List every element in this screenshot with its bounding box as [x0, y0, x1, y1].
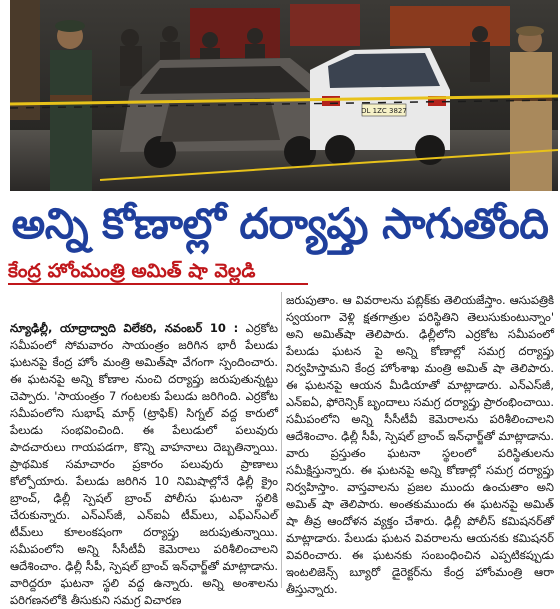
car-plate-text: DL 1ZC 3827: [361, 107, 407, 115]
blast-site-photo-icon: [10, 0, 558, 191]
article-column-right: [286, 292, 554, 596]
news-photo: [10, 0, 558, 191]
article-column-left: [10, 320, 278, 607]
dateline: న్యూఢిల్లీ, యాద్రాద్వాది విలేకరి, నవంబర్ 10 :: [10, 321, 239, 335]
headline: అన్ని కోణాల్లో దర్యాప్తు సాగుతోంది: [11, 199, 549, 248]
column-divider: [281, 292, 282, 588]
article-body-right: జరుపుతాం. ఆ వివరాలను పబ్లిక్‌కు తెలియజేస్తాం. ఆసుపత్రికి స్వయంగా వెళ్లి క్షతగాత్రుల పరిస్థితిని తెలుసుకుంటున్నాం' అని అమిత్‌షా తెలిపారు. ఢిల్లీలోని ఎర్రకోట సమీపంలో పేలుడు ఘటన పై అన్ని కోణాల్లో సమగ్ర దర్యాప్తు నిర్వహిస్తామని కేంద్ర హోంశాఖ మంత్రి అమిత్ షా తెలిపారు. ఈ ఘటనపై ఆయన మీడియాతో మాట్లాడారు. ఎన్ఎస్‌జీ, ఎన్ఐఏ, ఫోరెన్సిక్ బృందాలు సమగ్ర దర్యాప్తు ప్రారంభించాయి. సమీపంలోని అన్ని సీసీటీవీ కెమెరాలను పరిశీలించాలని ఆదేశించాం. ఢిల్లీ సీపీ, స్పెషల్ బ్రాంచ్ ఇన్‌ఛార్జ్‌తో మాట్లాడాను. వారు ప్రస్తుతం ఘటనా స్థలంలో పరిస్థితులను సమీక్షిస్తున్నారు. ఈ ఘటనపై అన్ని కోణాల్లో సమగ్ర దర్యాప్తు నిర్వహిస్తాం. వాస్తవాలను ప్రజల ముందు ఉంచుతాం అని అమిత్ షా తెలిపారు. అంతకుముందు ఈ ఘటనపై అమిత్ షా తీవ్ర ఆందోళన వ్యక్తం చేశారు. ఢిల్లీ పోలీస్ కమిషనర్‌తో మాట్లాడారు. పేలుడు ఘటన వివరాలను ఆయనకు కమిషనర్ వివరించారు. ఈ ఘటనకు సంబంధించిన ఎప్పటికప్పుడు ఇంటలిజెన్స్ బ్యూరో డైరెక్టర్‌ను కేంద్ర హోంమంత్రి ఆరా తీస్తున్నారు.: [286, 293, 554, 596]
article-paragraph: [10, 320, 278, 609]
article-body-left: ఎర్రకోట సమీపంలో సోమవారం సాయంత్రం జరిగిన భారీ పేలుడు ఘటనపై కేంద్ర హోం మంత్రి అమిత్‌షా వేగంగా స్పందించారు. ఈ ఘటనపై అన్ని కోణాల నుంచి దర్యాప్తు జరుపుతున్నట్టు చెప్పారు. 'సాయంత్రం 7 గంటలకు పేలుడు జరిగింది. ఎర్రకోట సమీపంలోని సుభాష్ మార్గ్ (ట్రాఫిక్) సిగ్నల్ వద్ద కారులో పేలుడు సంభవించింది. ఈ పేలుడులో పలువురు పాదచారులు గాయపడగా, కొన్ని వాహనాలు దెబ్బతిన్నాయి. ప్రాథమిక సమాచారం ప్రకారం పలువురు ప్రాణాలు కోల్పోయారు. పేలుడు జరిగిన 10 నిమిషాల్లోనే ఢిల్లీ క్రైం బ్రాంచ్, ఢిల్లీ స్పెషల్ బ్రాంచ్ పోలీసు ఘటనా స్థలికి చేరుకున్నారు. ఎన్ఎస్‌జీ, ఎన్ఐఏ టీమ్‌లు, ఎఫ్ఎస్ఎల్ టీమ్‌లు కూలంకషంగా దర్యాప్తు జరుపుతున్నాయి. సమీపంలోని అన్ని సీసీటీవీ కెమెరాలు పరిశీలించాలని ఆదేశించాం. ఢిల్లీ సీపీ, స్పెషల్ బ్రాంచ్ ఇన్‌ఛార్జ్‌తో మాట్లాడాను. వారిద్దరూ ఘటనా స్థలి వద్ద ఉన్నారు. అన్ని అంశాలను పరిగణనలోకి తీసుకుని సమగ్ర విచారణ: [10, 321, 278, 607]
subhead: కేంద్ర హోంమంత్రి అమిత్ షా వెల్లడి: [8, 257, 308, 285]
